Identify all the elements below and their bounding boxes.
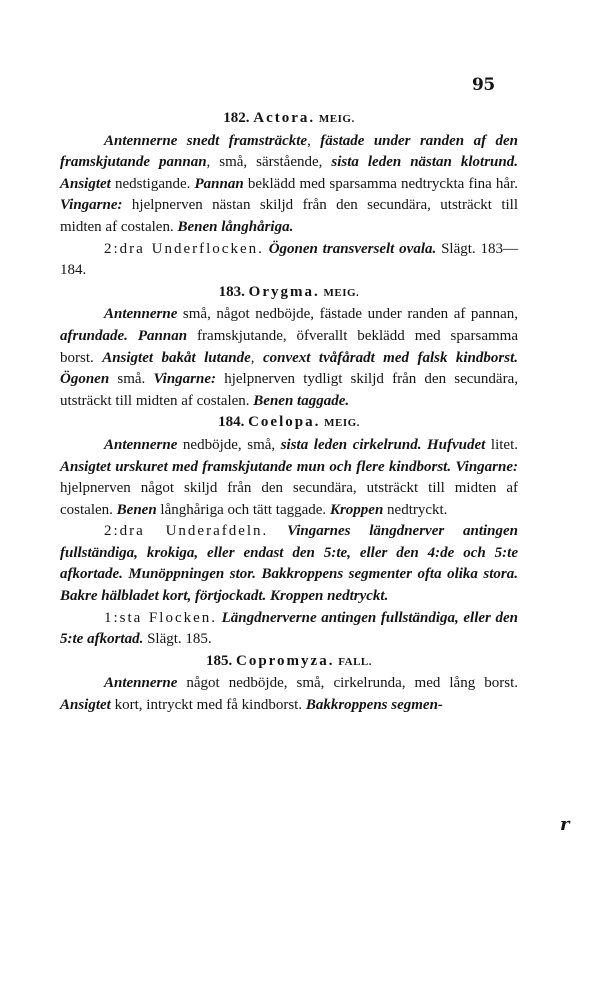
- italic-text: Ögonen: [60, 371, 110, 388]
- text-run: nedstigande.: [110, 175, 195, 192]
- section-title: 2:dra Underflocken.: [104, 240, 264, 257]
- genus-heading: [60, 108, 518, 131]
- text-run: ,: [307, 132, 321, 149]
- margin-mark: r: [560, 814, 570, 835]
- genus-author: MEIG.: [318, 113, 355, 125]
- italic-text: sista leden nästan klotrund.: [331, 154, 518, 171]
- text-run: något nedböjde, små, cirkelrunda, med lång borst.: [177, 675, 518, 692]
- text-run: beklädd med sparsamma nedtryckta fina hår.: [243, 175, 518, 192]
- italic-text: Ansigtet: [60, 697, 111, 714]
- italic-text: Benen taggade.: [253, 392, 350, 409]
- italic-text: Benen långhåriga.: [177, 218, 294, 235]
- italic-text: Antennerne: [104, 436, 178, 453]
- italic-text: Vingarnes längdnerver antingen fullständiga, krokiga, eller endast den 5:te, eller den 4:de och 5:te afkortade. Munöppningen stor. Bakkroppens segmenter ofta olika stora. Bakre hälbladet kort, förtjockadt. Kroppen nedtryckt.: [60, 523, 518, 605]
- text-run: små.: [109, 371, 154, 388]
- section-title: 1:sta Flocken.: [104, 609, 218, 626]
- italic-text: Antennerne: [104, 675, 178, 692]
- italic-text: sista leden cirkelrund. Hufvudet: [280, 436, 486, 453]
- text-run: nedtryckt.: [383, 501, 448, 518]
- genus-number: 185.: [206, 652, 233, 669]
- genus-author: MEIG.: [324, 417, 360, 430]
- text-run: hjelpnerven något skiljd från den secundära, utsträckt till midten af costalen.: [60, 480, 518, 518]
- text-run: litet.: [485, 436, 519, 453]
- description-paragraph: [60, 435, 518, 521]
- description-paragraph: [60, 131, 518, 239]
- section-paragraph: [60, 239, 518, 282]
- genus-number: 183.: [218, 283, 245, 300]
- text-run: nedböjde, små,: [177, 436, 281, 453]
- text-run: [128, 328, 138, 344]
- text-run: små, något nedböjde, fästade under randen af pannan,: [177, 306, 518, 323]
- italic-text: Pannan: [194, 175, 244, 192]
- italic-text: Ögonen transverselt ovala.: [268, 240, 437, 257]
- text-run: framskjutande, öfverallt beklädd med sparsamma borst.: [60, 327, 518, 366]
- italic-text: afrundade.: [60, 327, 128, 344]
- genus-author: FALL.: [338, 655, 372, 668]
- genus-heading: [60, 412, 518, 435]
- italic-text: Kroppen: [329, 501, 384, 518]
- italic-text: convext tvåfåradt med falsk kindborst.: [262, 349, 518, 366]
- italic-text: Antennerne snedt framsträckte: [104, 132, 308, 149]
- text-run: hjelpnerven nästan skiljd från den secundära, utsträckt till midten af costalen.: [60, 197, 518, 235]
- genus-name: Actora.: [253, 110, 316, 126]
- genus-heading: [60, 282, 518, 305]
- italic-text: Ansigtet bakåt lutande: [102, 349, 251, 366]
- text-run: [268, 523, 287, 539]
- description-paragraph: [60, 304, 518, 412]
- genus-name: Coelopa.: [248, 414, 321, 431]
- genus-number: 184.: [218, 414, 245, 431]
- text-run: kort, intryckt med få kindborst.: [110, 697, 306, 714]
- text-run: Slägt. 185.: [143, 631, 212, 648]
- italic-text: Pannan: [137, 327, 188, 344]
- text-run: hjelpnerven tydligt skiljd från den secundära, utsträckt till midten af costalen.: [60, 371, 518, 409]
- genus-name: Orygma.: [248, 283, 320, 300]
- description-paragraph: [60, 673, 518, 716]
- genus-number: 182.: [223, 110, 250, 126]
- text-run: långhåriga och tätt taggade.: [156, 501, 330, 518]
- italic-text: Ansigtet urskuret med framskjutande mun och flere kindborst.: [60, 458, 452, 475]
- italic-text: Ansigtet: [60, 175, 111, 192]
- text-run: Slägt. 183—184.: [60, 240, 518, 279]
- genus-heading: [60, 651, 518, 674]
- italic-text: Vingarne:: [60, 197, 123, 214]
- italic-text: Benen: [116, 501, 157, 518]
- body-text: [60, 108, 518, 717]
- text-run: ,: [250, 349, 263, 366]
- italic-text: Antennerne: [104, 306, 178, 323]
- section-paragraph: [60, 521, 518, 607]
- italic-text: Vingarne:: [455, 458, 518, 475]
- italic-text: Vingarne:: [153, 371, 217, 388]
- section-title: 2:dra Underafdeln.: [104, 523, 269, 540]
- page-number: 95: [472, 75, 495, 95]
- genus-name: Copromyza.: [236, 652, 335, 669]
- italic-text: Längdnerverne antingen fullständiga, eller den 5:te afkortad.: [60, 609, 518, 648]
- description-paragraph: [60, 608, 518, 651]
- italic-text: fästade under randen af den framskjutande pannan: [60, 132, 519, 171]
- text-run: , små, särstående,: [206, 154, 332, 171]
- genus-author: MEIG.: [323, 286, 360, 299]
- italic-text: Bakkroppens segmen-: [305, 697, 443, 714]
